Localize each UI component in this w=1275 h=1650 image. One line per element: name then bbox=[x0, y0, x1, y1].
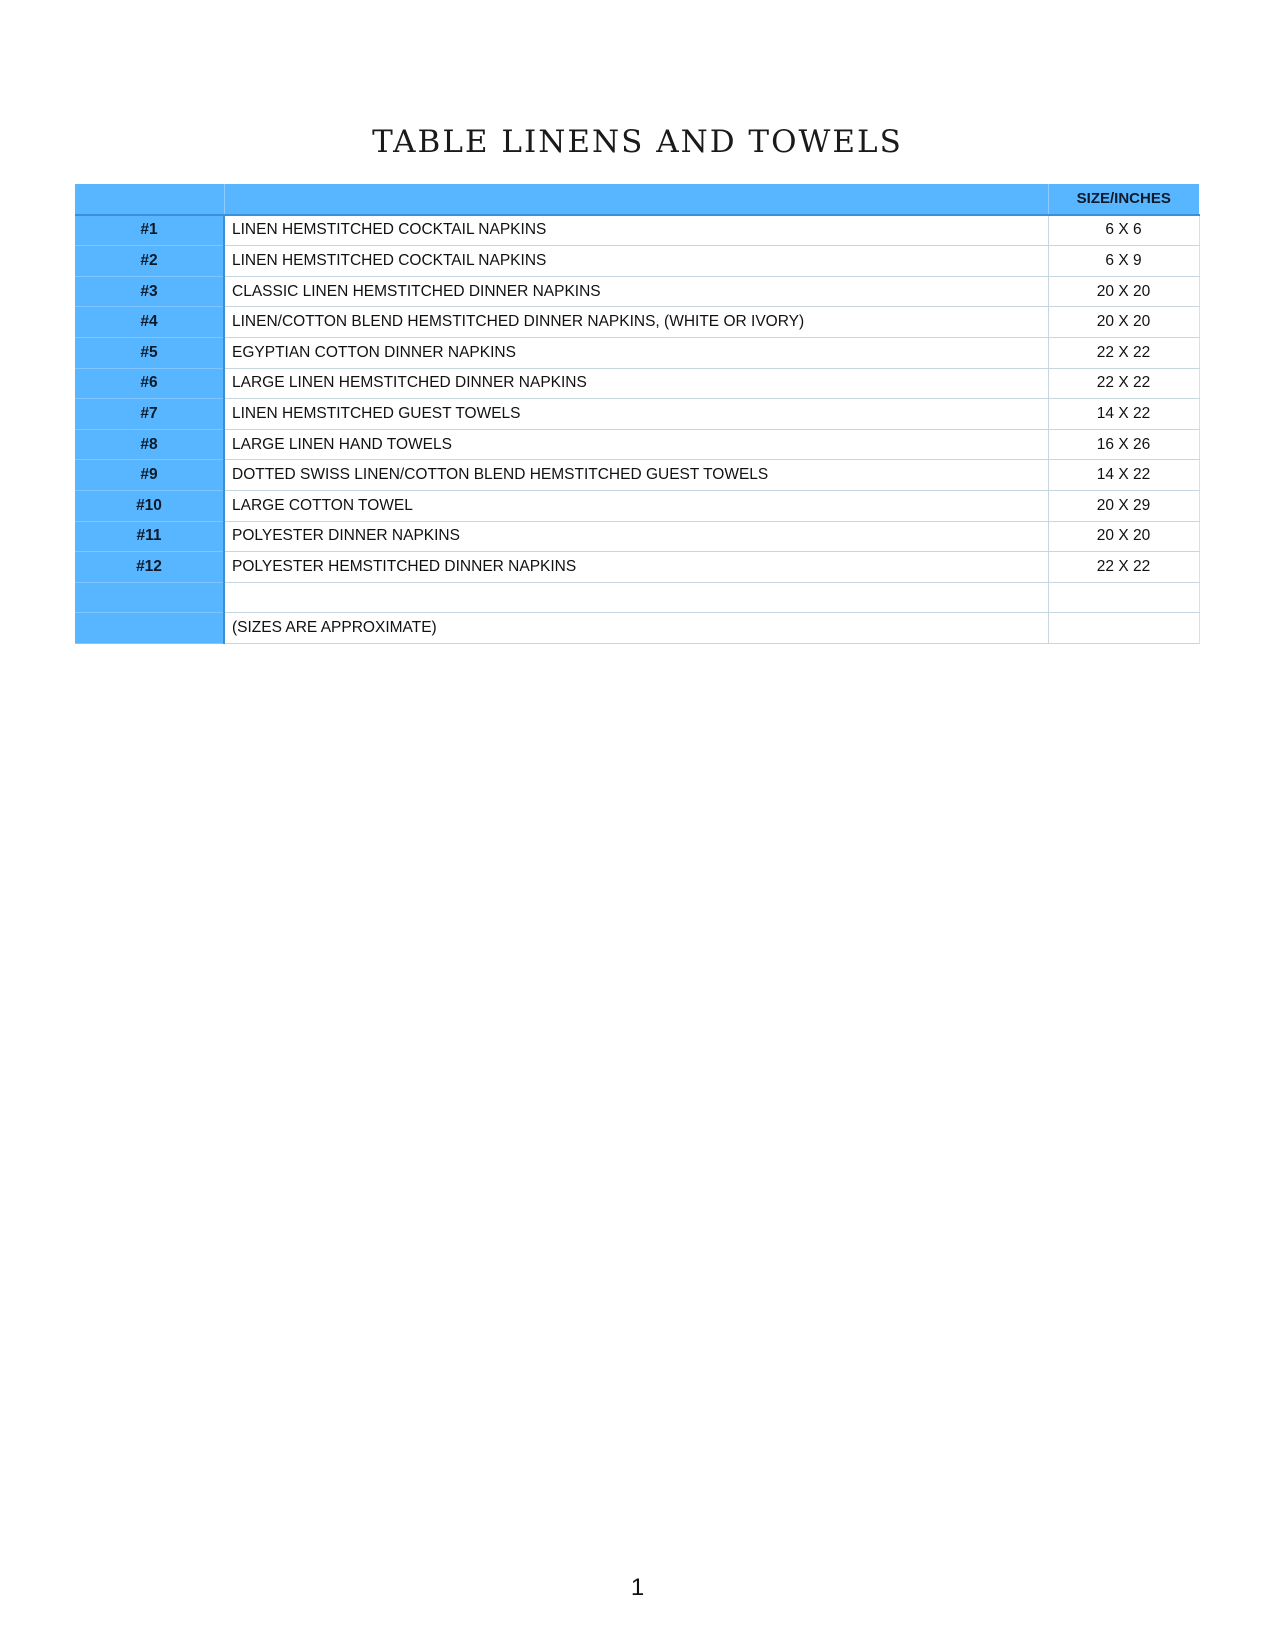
table-row bbox=[75, 276, 1199, 307]
page-title: TABLE LINENS AND TOWELS bbox=[372, 124, 903, 160]
item-number: #11 bbox=[75, 521, 224, 552]
item-size: 22 X 22 bbox=[1048, 337, 1199, 368]
item-description: POLYESTER HEMSTITCHED DINNER NAPKINS bbox=[224, 552, 1048, 583]
item-number: #8 bbox=[75, 429, 224, 460]
item-description: EGYPTIAN COTTON DINNER NAPKINS bbox=[224, 337, 1048, 368]
table-row bbox=[75, 552, 1199, 583]
item-size: 22 X 22 bbox=[1048, 552, 1199, 583]
item-description: LINEN/COTTON BLEND HEMSTITCHED DINNER NAPKINS, (WHITE OR IVORY) bbox=[224, 307, 1048, 338]
item-size bbox=[1048, 582, 1199, 613]
item-number: #12 bbox=[75, 552, 224, 583]
item-description: LINEN HEMSTITCHED COCKTAIL NAPKINS bbox=[224, 246, 1048, 277]
item-number: #3 bbox=[75, 276, 224, 307]
item-size: 22 X 22 bbox=[1048, 368, 1199, 399]
item-size bbox=[1048, 613, 1199, 644]
item-description: LINEN HEMSTITCHED COCKTAIL NAPKINS bbox=[224, 215, 1048, 246]
item-description: LARGE COTTON TOWEL bbox=[224, 490, 1048, 521]
table-header-row bbox=[75, 184, 1199, 215]
column-header-description bbox=[224, 184, 1048, 215]
item-number: #4 bbox=[75, 307, 224, 338]
item-number: #5 bbox=[75, 337, 224, 368]
item-description: LARGE LINEN HAND TOWELS bbox=[224, 429, 1048, 460]
table-row bbox=[75, 246, 1199, 277]
item-number: #2 bbox=[75, 246, 224, 277]
item-size: 20 X 29 bbox=[1048, 490, 1199, 521]
item-number bbox=[75, 582, 224, 613]
item-size: 20 X 20 bbox=[1048, 276, 1199, 307]
table-row bbox=[75, 399, 1199, 430]
item-number: #7 bbox=[75, 399, 224, 430]
column-header-number bbox=[75, 184, 224, 215]
item-number: #1 bbox=[75, 215, 224, 246]
column-header-size: SIZE/INCHES bbox=[1048, 184, 1199, 215]
table-row bbox=[75, 215, 1199, 246]
item-description: CLASSIC LINEN HEMSTITCHED DINNER NAPKINS bbox=[224, 276, 1048, 307]
item-number: #9 bbox=[75, 460, 224, 491]
item-number bbox=[75, 613, 224, 644]
item-number: #6 bbox=[75, 368, 224, 399]
item-description: LARGE LINEN HEMSTITCHED DINNER NAPKINS bbox=[224, 368, 1048, 399]
item-size: 20 X 20 bbox=[1048, 521, 1199, 552]
item-size: 14 X 22 bbox=[1048, 460, 1199, 491]
item-description: LINEN HEMSTITCHED GUEST TOWELS bbox=[224, 399, 1048, 430]
item-size: 14 X 22 bbox=[1048, 399, 1199, 430]
item-description: POLYESTER DINNER NAPKINS bbox=[224, 521, 1048, 552]
item-size: 6 X 6 bbox=[1048, 215, 1199, 246]
table-row bbox=[75, 521, 1199, 552]
linen-table bbox=[75, 184, 1200, 644]
table-row-empty bbox=[75, 582, 1199, 613]
item-description bbox=[224, 582, 1048, 613]
table-row bbox=[75, 460, 1199, 491]
table-row bbox=[75, 337, 1199, 368]
table-row bbox=[75, 368, 1199, 399]
item-size: 20 X 20 bbox=[1048, 307, 1199, 338]
table-row-note bbox=[75, 613, 1199, 644]
table-row bbox=[75, 307, 1199, 338]
item-description: DOTTED SWISS LINEN/COTTON BLEND HEMSTITCHED GUEST TOWELS bbox=[224, 460, 1048, 491]
table-row bbox=[75, 429, 1199, 460]
sizes-note: (SIZES ARE APPROXIMATE) bbox=[224, 613, 1048, 644]
item-size: 16 X 26 bbox=[1048, 429, 1199, 460]
item-number: #10 bbox=[75, 490, 224, 521]
table-row bbox=[75, 490, 1199, 521]
item-size: 6 X 9 bbox=[1048, 246, 1199, 277]
page-number: 1 bbox=[630, 1574, 645, 1601]
